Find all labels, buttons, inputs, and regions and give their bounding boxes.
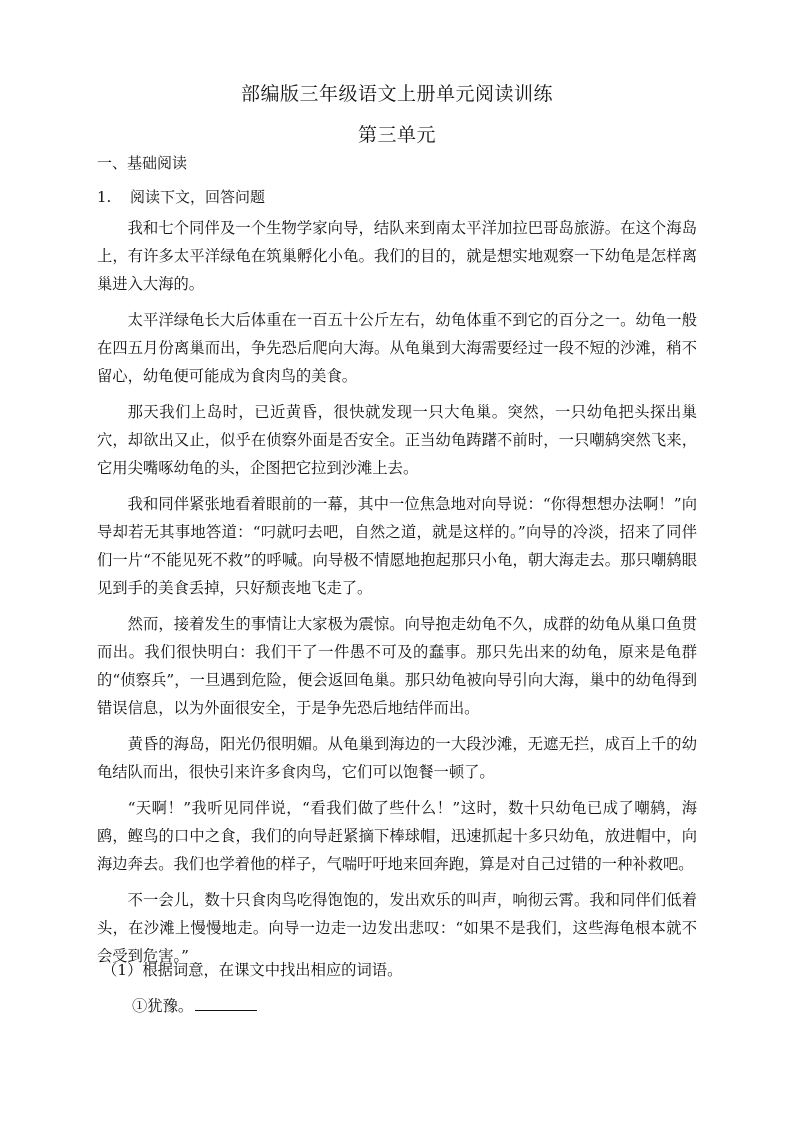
passage-paragraph: 黄昏的海岛，阳光仍很明媚。从龟巢到海边的一大段沙滩，无遮无拦，成百上千的幼龟结队而出，很快引来许多食肉鸟，它们可以饱餐一顿了。 bbox=[97, 735, 697, 781]
question-prompt: 阅读下文，回答问题 bbox=[130, 188, 266, 206]
question-1 bbox=[97, 186, 265, 207]
answer-item-label: ①犹豫。 bbox=[132, 997, 194, 1015]
passage-paragraph: 我和七个同伴及一个生物学家向导，结队来到南太平洋加拉巴哥岛旅游。在这个海岛上，有许多太平洋绿龟在筑巢孵化小龟。我们的目的，就是想实地观察一下幼龟是怎样离巢进入大海的。 bbox=[97, 219, 697, 293]
passage-paragraph: 太平洋绿龟长大后体重在一百五十公斤左右，幼龟体重不到它的百分之一。幼龟一般在四五月份离巢而出，争先恐后爬向大海。从龟巢到大海需要经过一段不短的沙滩，稍不留心，幼龟便可能成为食肉鸟的美食。 bbox=[97, 311, 697, 385]
section-heading: 一、基础阅读 bbox=[97, 154, 188, 172]
passage-paragraph: 那天我们上岛时，已近黄昏，很快就发现一只大龟巢。突然，一只幼龟把头探出巢穴，却欲出又止，似乎在侦察外面是否安全。正当幼龟踌躇不前时，一只嘲鸫突然飞来，它用尖嘴啄幼龟的头，企图把它拉到沙滩上去。 bbox=[97, 403, 697, 477]
answer-item-1 bbox=[132, 994, 257, 1016]
passage-paragraph: 我和同伴紧张地看着眼前的一幕，其中一位焦急地对向导说：“你得想想办法啊！”向导却若无其事地答道：“叼就叼去吧，自然之道，就是这样的。”向导的冷淡，招来了同伴们一片“不能见死不救”的呼喊。向导极不情愿地抱起那只小龟，朝大海走去。那只嘲鸫眼见到手的美食丢掉，只好颓丧地飞走了。 bbox=[97, 495, 697, 597]
answer-blank[interactable] bbox=[195, 995, 257, 1011]
sub-question-1: （1）根据词意，在课文中找出相应的词语。 bbox=[102, 961, 403, 979]
unit-title: 第三单元 bbox=[357, 124, 436, 146]
reading-passage bbox=[97, 214, 697, 978]
document-title: 部编版三年级语文上册单元阅读训练 bbox=[240, 83, 553, 105]
passage-paragraph: 不一会儿，数十只食肉鸟吃得饱饱的，发出欢乐的叫声，响彻云霄。我和同伴们低着头，在沙滩上慢慢地走。向导一边走一边发出悲叹：“如果不是我们，这些海龟根本就不会受到危害。” bbox=[97, 891, 697, 965]
passage-paragraph: “天啊！”我听见同伴说，“看我们做了些什么！”这时，数十只幼龟已成了嘲鸫，海鸥，鲣鸟的口中之食，我们的向导赶紧摘下棒球帽，迅速抓起十多只幼龟，放进帽中，向海边奔去。我们也学着他的样子，气喘吁吁地来回奔跑，算是对自己过错的一种补救吧。 bbox=[97, 799, 697, 873]
question-number: 1. bbox=[97, 188, 112, 206]
passage-paragraph: 然而，接着发生的事情让大家极为震惊。向导抱走幼龟不久，成群的幼龟从巢口鱼贯而出。我们很快明白：我们干了一件愚不可及的蠢事。那只先出来的幼龟，原来是龟群的“侦察兵”，一旦遇到危险，便会返回龟巢。那只幼龟被向导引向大海，巢中的幼龟得到错误信息，以为外面很安全，于是争先恐后地结伴而出。 bbox=[97, 615, 697, 717]
